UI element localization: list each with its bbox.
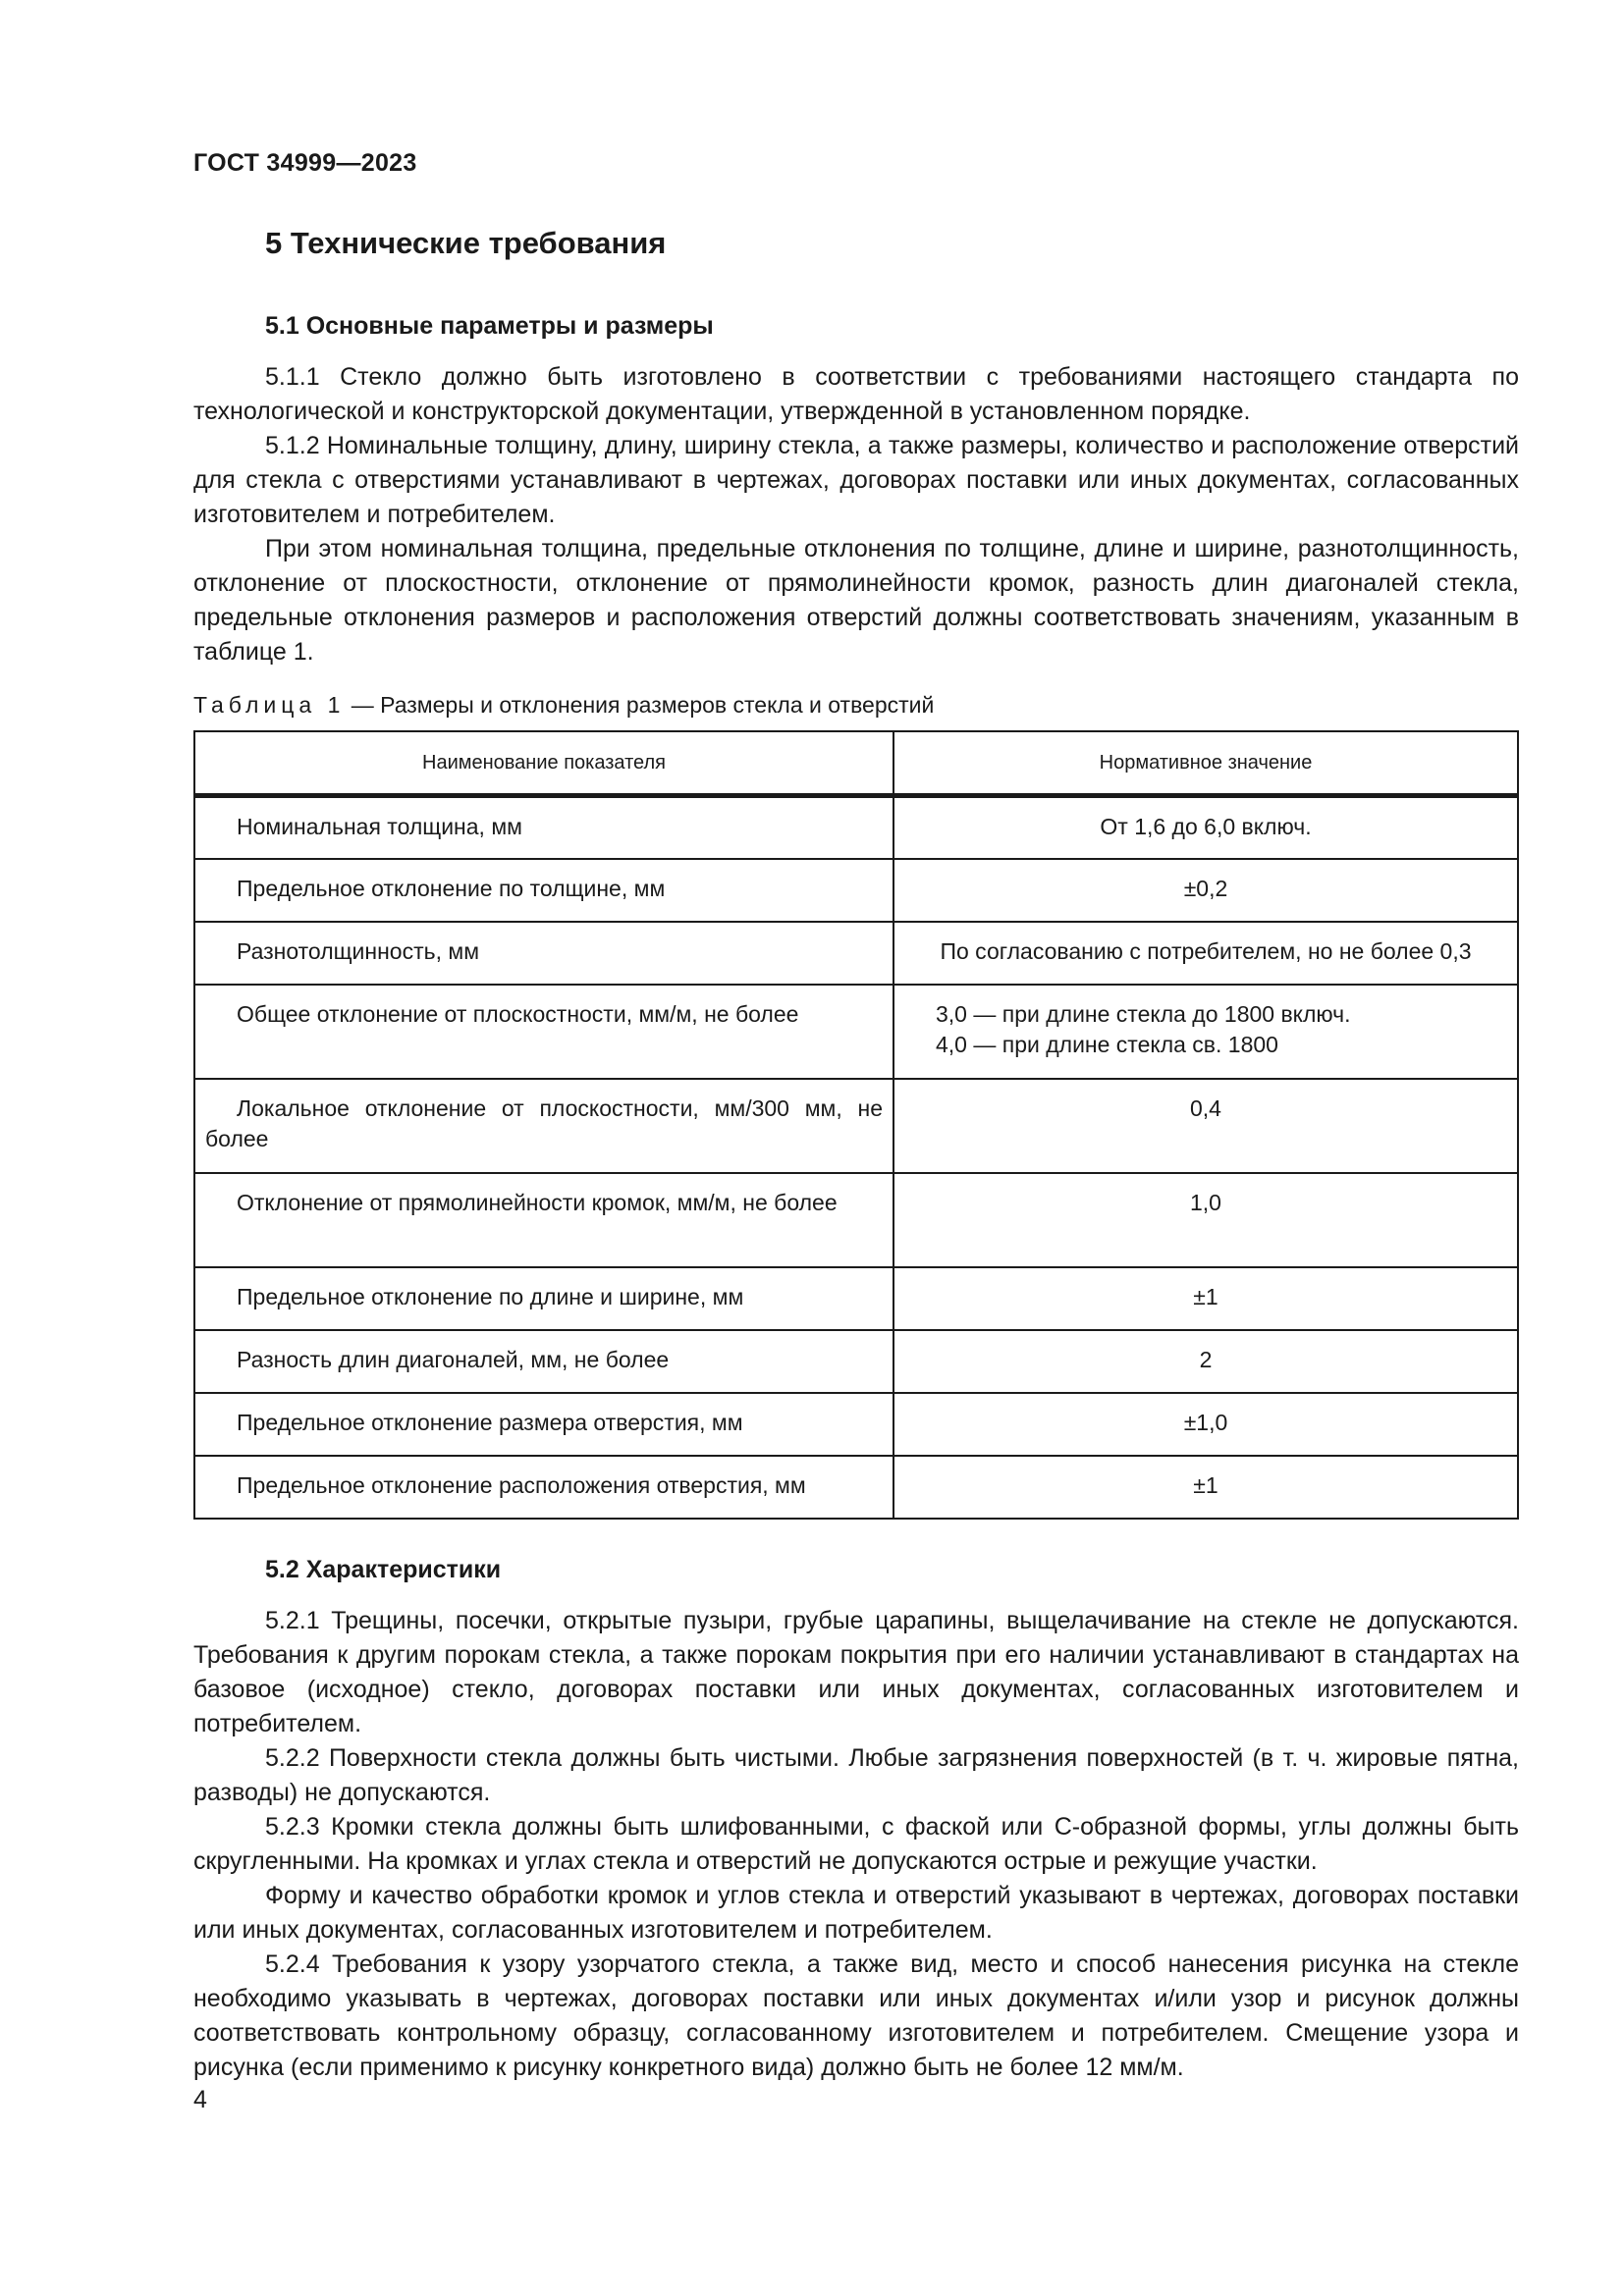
parameters-table: [193, 730, 1519, 1520]
table-row: [194, 1393, 1518, 1456]
table-cell-name: Разность длин диагоналей, мм, не более: [194, 1330, 893, 1393]
paragraph-5-2-4: 5.2.4 Требования к узору узорчатого стекла, а также вид, место и способ нанесения рисунка на стекле необходимо указывать в чертежах, договорах поставки или иных документах и/или узор и рисунок должны соответствовать контрольному образцу, согласованному изготовителем и потребителем. Смещение узора и рисунка (если применимо к рисунку конкретного вида) должно быть не более 12 мм/м.: [193, 1950, 1519, 2081]
table-header-name: Наименование показателя: [194, 731, 893, 796]
table-cell-value: [893, 985, 1518, 1079]
table-row: [194, 1173, 1518, 1267]
paragraph-5-1-1: 5.1.1 Стекло должно быть изготовлено в соответствии с требованиями настоящего стандарта по технологической и конструкторской документации, утвержденной в установленном порядке.: [193, 363, 1519, 425]
subsection-title-5-1: 5.1 Основные параметры и размеры: [265, 312, 714, 340]
paragraph-5-1-2: 5.1.2 Номинальные толщину, длину, ширину стекла, а также размеры, количество и расположение отверстий для стекла с отверстиями устанавливают в чертежах, договорах поставки или иных документах, согласованных изготовителем и потребителем.: [193, 432, 1519, 528]
table-cell-value: 1,0: [893, 1173, 1518, 1267]
table-cell-name: Локальное отклонение от плоскостности, мм/300 мм, не более: [194, 1079, 893, 1173]
document-code: ГОСТ 34999—2023: [193, 149, 417, 177]
table-cell-name: Предельное отклонение размера отверстия, мм: [194, 1393, 893, 1456]
subsection-5-2-text: [193, 1604, 1519, 2085]
table-cell-name: Предельное отклонение по толщине, мм: [194, 859, 893, 922]
table-caption-text: — Размеры и отклонения размеров стекла и отверстий: [345, 692, 935, 718]
table-cell-name: Разнотолщинность, мм: [194, 922, 893, 985]
table-cell-name: Отклонение от прямолинейности кромок, мм/м, не более: [194, 1173, 893, 1267]
paragraph-5-2-1: 5.2.1 Трещины, посечки, открытые пузыри, грубые царапины, выщелачивание на стекле не допускаются. Требования к другим порокам стекла, а также порокам покрытия при его наличии устанавливают в стандартах на базовое (исходное) стекло, договорах поставки или иных документах, согласованных изготовителем и потребителем.: [193, 1607, 1519, 1737]
table-cell-value: От 1,6 до 6,0 включ.: [893, 796, 1518, 859]
table-cell-name: Общее отклонение от плоскостности, мм/м, не более: [194, 985, 893, 1079]
table-row: [194, 1267, 1518, 1330]
table-cell-value-line: 4,0 — при длине стекла св. 1800: [936, 1031, 1278, 1057]
table-header-value: Нормативное значение: [893, 731, 1518, 796]
table-cell-value-line: 3,0 — при длине стекла до 1800 включ.: [936, 1000, 1351, 1027]
table-caption: [193, 692, 934, 719]
table-row: [194, 985, 1518, 1079]
table-row: [194, 1330, 1518, 1393]
table-cell-name: Предельное отклонение по длине и ширине, мм: [194, 1267, 893, 1330]
table-caption-label: Таблица 1: [193, 692, 346, 718]
table-cell-value: ±1: [893, 1267, 1518, 1330]
table-row: [194, 796, 1518, 859]
table-cell-name: Номинальная толщина, мм: [194, 796, 893, 859]
table-row: [194, 1456, 1518, 1519]
section-title: 5 Технические требования: [265, 226, 667, 260]
table-cell-value: 0,4: [893, 1079, 1518, 1173]
table-row: [194, 922, 1518, 985]
paragraph-5-2-2: 5.2.2 Поверхности стекла должны быть чистыми. Любые загрязнения поверхностей (в т. ч. жировые пятна, разводы) не допускаются.: [193, 1744, 1519, 1806]
table-cell-value: По согласованию с потребителем, но не более 0,3: [893, 922, 1518, 985]
table-cell-value: ±1,0: [893, 1393, 1518, 1456]
table-cell-name: Предельное отклонение расположения отверстия, мм: [194, 1456, 893, 1519]
table-row: [194, 1079, 1518, 1173]
page-number: 4: [193, 2086, 207, 2113]
subsection-5-1-text: [193, 360, 1519, 669]
table-row: [194, 859, 1518, 922]
paragraph-5-1-2-cont: При этом номинальная толщина, предельные отклонения по толщине, длине и ширине, разнотолщинность, отклонение от плоскостности, отклонение от прямолинейности кромок, разность длин диагоналей стекла, предельные отклонения размеров и расположения отверстий должны соответствовать значениям, указанным в таблице 1.: [193, 535, 1519, 666]
table-cell-value: ±0,2: [893, 859, 1518, 922]
paragraph-5-2-3-cont: Форму и качество обработки кромок и углов стекла и отверстий указывают в чертежах, договорах поставки или иных документах, согласованных изготовителем и потребителем.: [193, 1882, 1519, 1944]
table-cell-value: ±1: [893, 1456, 1518, 1519]
table-cell-value: 2: [893, 1330, 1518, 1393]
table-header-row: [194, 731, 1518, 796]
subsection-title-5-2: 5.2 Характеристики: [265, 1556, 502, 1583]
paragraph-5-2-3: 5.2.3 Кромки стекла должны быть шлифованными, с фаской или С-образной формы, углы должны быть скругленными. На кромках и углах стекла и отверстий не допускаются острые и режущие участки.: [193, 1813, 1519, 1875]
